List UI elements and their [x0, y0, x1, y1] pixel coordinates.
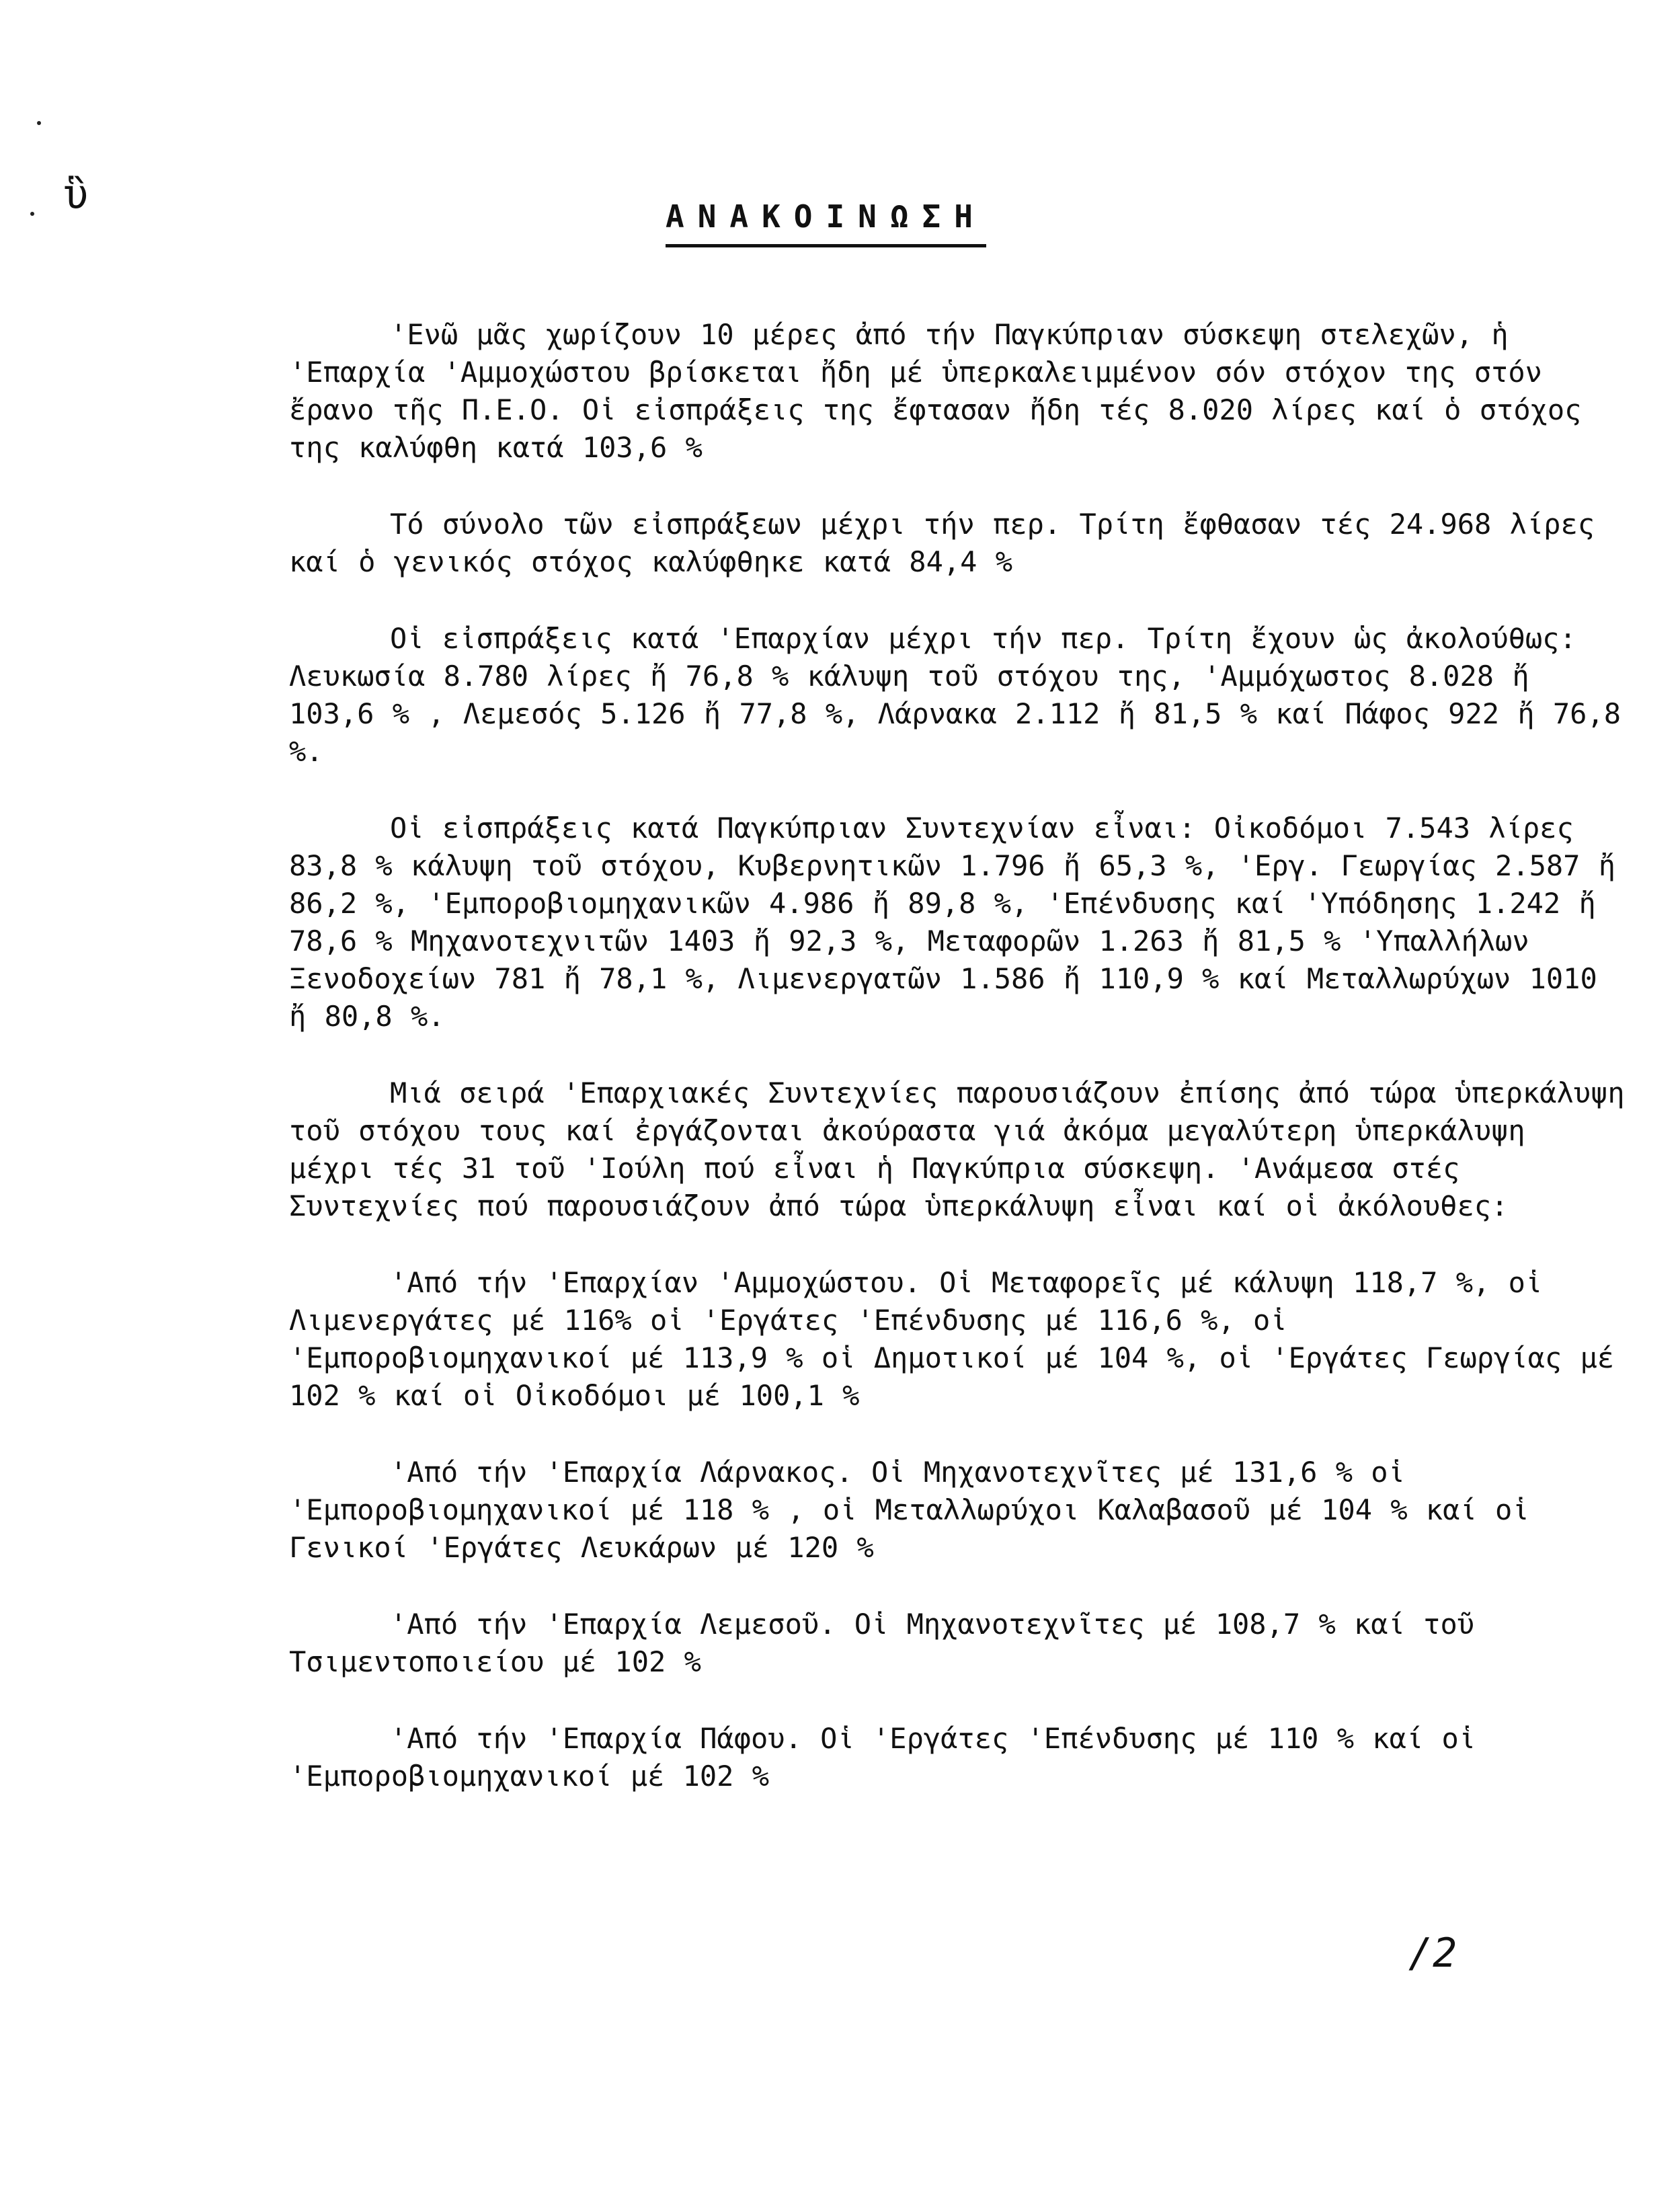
- paragraph: Μιά σειρά 'Επαρχιακές Συντεχνίες παρουσιάζουν ἐπίσης ἀπό τώρα ὑπερκάλυψη τοῦ στόχου τους καί ἐργάζονται ἀκούραστα γιά ἀκόμα μεγαλύτερη ὑπερκάλυψη μέχρι τές 31 τοῦ 'Ιούλη πού εἶναι ἡ Παγκύπρια σύσκεψη. 'Ανάμεσα στές Συντεχνίες πού παρουσιάζουν ἀπό τώρα ὑπερκάλυψη εἶναι καί οἱ ἀκόλουθες:: [289, 1076, 1625, 1222]
- paragraph: 'Ενῶ μᾶς χωρίζουν 10 μέρες ἀπό τήν Παγκύπριαν σύσκεψη στελεχῶν, ἡ 'Επαρχία 'Αμμοχώστου βρίσκεται ἤδη μέ ὑπερκαλειμμένον σόν στόχον της στόν ἔρανο τῆς Π.Ε.Ο. Οἱ εἰσπράξεις της ἔφτασαν ἤδη τές 8.020 λίρες καί ὁ στόχος της καλύφθη κατά 103,6 %: [289, 318, 1582, 464]
- scan-speck: [30, 212, 34, 216]
- paragraph: Οἱ εἰσπράξεις κατά Παγκύπριαν Συντεχνίαν εἶναι: Οἰκοδόμοι 7.543 λίρες 83,8 % κάλυψη τοῦ στόχου, Κυβερνητικῶν 1.796 ἤ 65,3 %, 'Εργ. Γεωργίας 2.587 ἤ 86,2 %, 'Εμποροβιομηχανικῶν 4.986 ἤ 89,8 %, 'Επένδυσης καί 'Υπόδησης 1.242 ἤ 78,6 % Μηχανοτεχνιτῶν 1403 ἤ 92,3 %, Μεταφορῶν 1.263 ἤ 81,5 % 'Υπαλλήλων Ξενοδοχείων 781 ἤ 78,1 %, Λιμενεργατῶν 1.586 ἤ 110,9 % καί Μεταλλωρύχων 1010 ἤ 80,8 %.: [289, 812, 1616, 1033]
- paragraph: 'Από τήν 'Επαρχία Λάρνακος. Οἱ Μηχανοτεχνῖτες μέ 131,6 % οἱ 'Εμποροβιομηχανικοί μέ 118 % , οἱ Μεταλλωρύχοι Καλαβασοῦ μέ 104 % καί οἱ Γενικοί 'Εργάτες Λευκάρων μέ 120 %: [289, 1456, 1529, 1564]
- paragraph: Τό σύνολο τῶν εἰσπράξεων μέχρι τήν περ. Τρίτη ἔφθασαν τές 24.968 λίρες καί ὁ γενικός στόχος καλύφθηκε κατά 84,4 %: [289, 508, 1595, 578]
- paragraph: 'Από τήν 'Επαρχία Πάφου. Οἱ 'Εργάτες 'Επένδυσης μέ 110 % καί οἱ 'Εμποροβιομηχανικοί μέ 102 %: [289, 1722, 1476, 1793]
- page-number: /2: [1408, 1930, 1457, 1977]
- corner-mark: ὓ: [64, 171, 89, 219]
- document-body: [289, 316, 1627, 1834]
- scan-speck: [37, 121, 41, 125]
- paragraph: 'Από τήν 'Επαρχία Λεμεσοῦ. Οἱ Μηχανοτεχνῖτες μέ 108,7 % καί τοῦ Τσιμεντοποιείου μέ 102 %: [289, 1608, 1475, 1678]
- document-title: ΑΝΑΚΟΙΝΩΣΗ: [666, 198, 986, 247]
- paragraph: 'Από τήν 'Επαρχίαν 'Αμμοχώστου. Οἱ Μεταφορεῖς μέ κάλυψη 118,7 %, οἱ Λιμενεργάτες μέ 116% οἱ 'Εργάτες 'Επένδυσης μέ 116,6 %, οἱ 'Εμποροβιομηχανικοί μέ 113,9 % οἱ Δημοτικοί μέ 104 %, οἱ 'Εργάτες Γεωργίας μέ 102 % καί οἱ Οἰκοδόμοι μέ 100,1 %: [289, 1266, 1615, 1412]
- paragraph: Οἱ εἰσπράξεις κατά 'Επαρχίαν μέχρι τήν περ. Τρίτη ἔχουν ὡς ἀκολούθως: Λευκωσία 8.780 λίρες ἤ 76,8 % κάλυψη τοῦ στόχου της, 'Αμμόχωστος 8.028 ἤ 103,6 % , Λεμεσός 5.126 ἤ 77,8 %, Λάρνακα 2.112 ἤ 81,5 % καί Πάφος 922 ἤ 76,8 %.: [289, 622, 1622, 768]
